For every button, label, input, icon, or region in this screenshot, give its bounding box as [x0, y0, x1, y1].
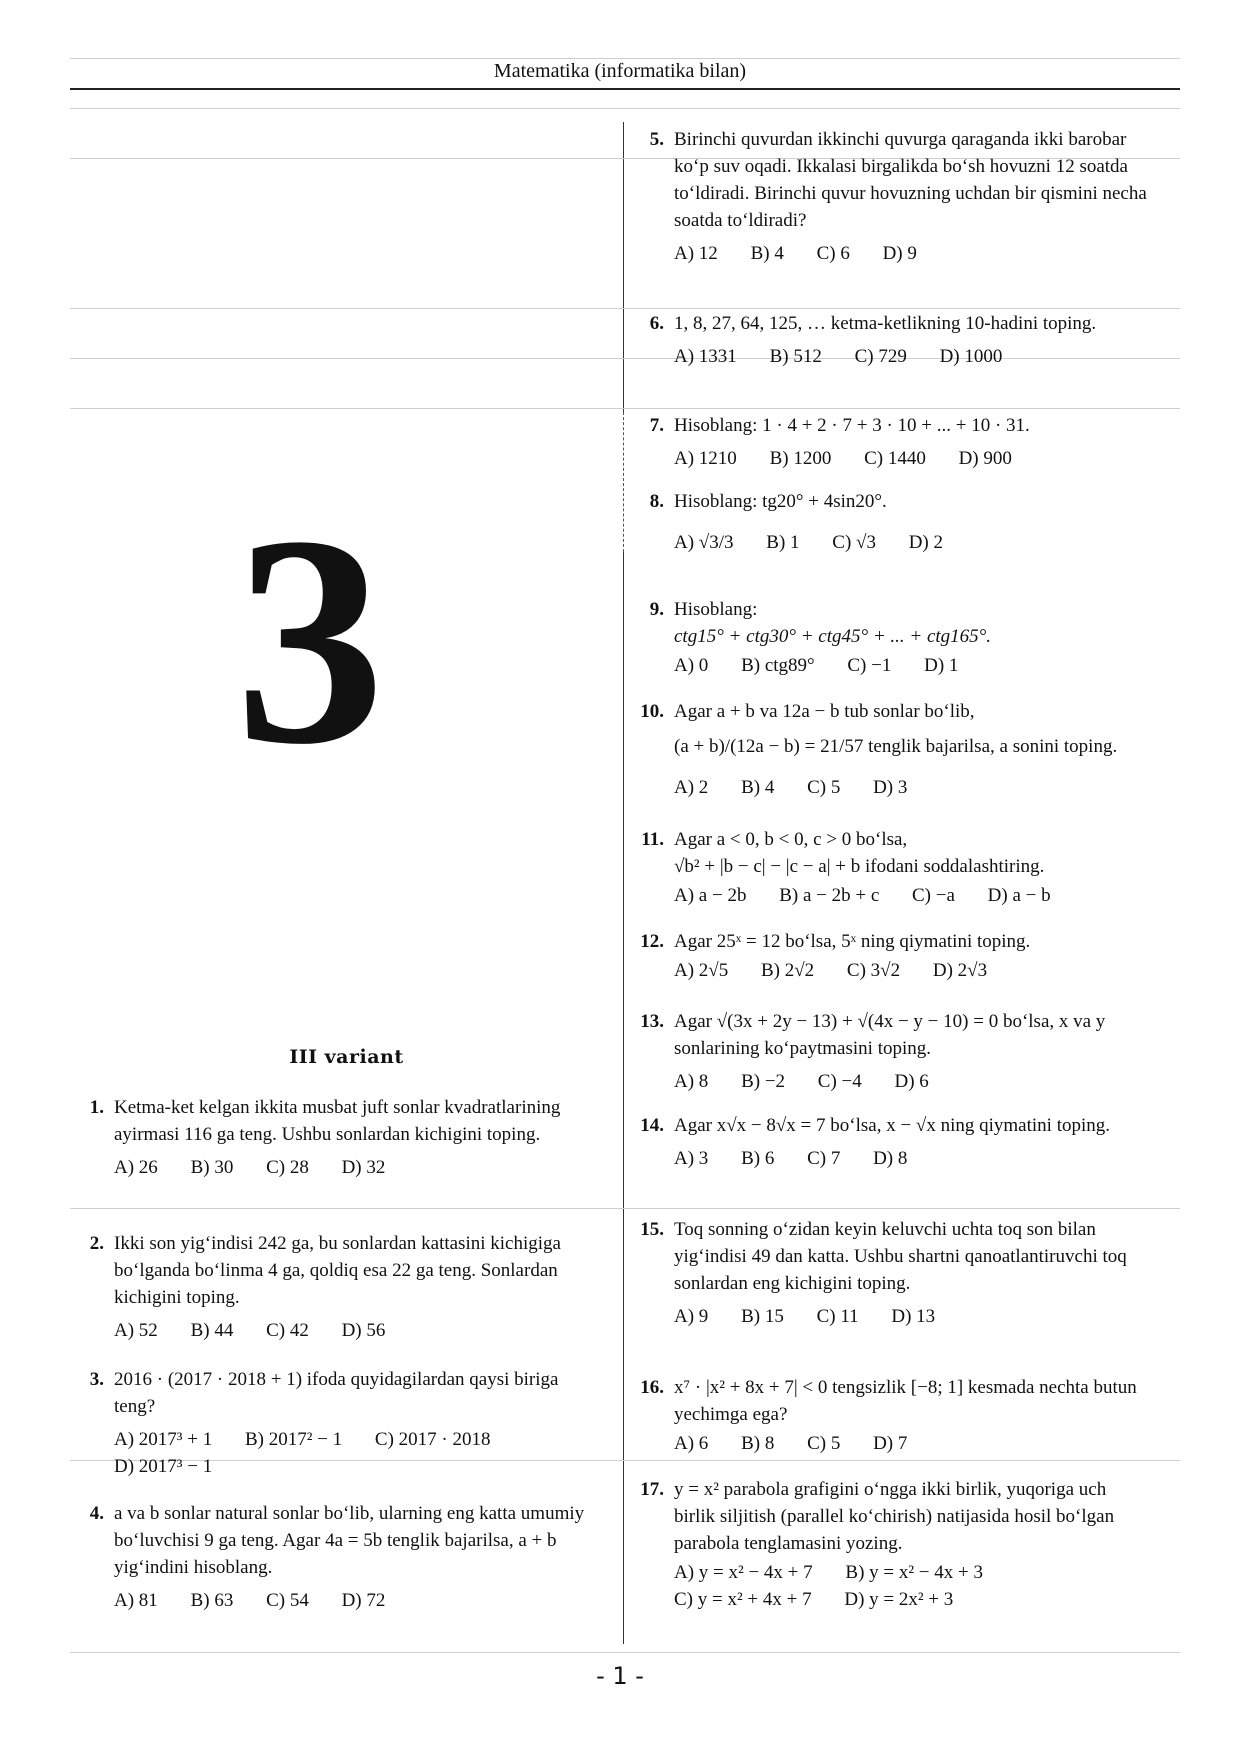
question-11 [630, 826, 1150, 909]
answer-options [674, 1559, 1150, 1613]
question-text: x⁷ · |x² + 8x + 7| < 0 tengsizlik [−8; 1] kesmada nechta butun yechimga ega? [674, 1377, 1137, 1425]
question-text: Agar √(3x + 2y − 13) + √(4x − y − 10) = 0 bo‘lsa, x va y sonlarining ko‘paytmasini toping. [674, 1011, 1106, 1059]
option-d[interactable]: D) 32 [341, 1157, 386, 1178]
answer-options [674, 445, 1150, 472]
option-d[interactable]: D) 2√3 [932, 960, 988, 981]
question-5 [630, 126, 1150, 267]
page-number: - 1 - [596, 1662, 644, 1690]
option-a[interactable]: A) 1210 [674, 448, 737, 469]
option-b[interactable]: B) 1 [766, 532, 800, 553]
option-c[interactable]: C) −4 [817, 1071, 862, 1092]
option-a[interactable]: A) 2 [674, 777, 709, 798]
question-expression: (a + b)/(12a − b) = 21/57 tenglik bajarilsa, a sonini toping. [674, 736, 1118, 757]
answer-options [674, 1145, 1150, 1172]
big-variant-number: 3 [235, 474, 385, 806]
footer-rule [70, 1652, 1180, 1653]
option-a[interactable]: A) 8 [674, 1071, 709, 1092]
option-a[interactable]: A) 3 [674, 1148, 709, 1169]
question-number: 9. [649, 599, 664, 620]
question-text: Birinchi quvurdan ikkinchi quvurga qaraganda ikki barobar ko‘p suv oqadi. Ikkalasi birgalikda bo‘sh hovuzni 12 soatda to‘ldiradi. Birinchi quvur hovuzning uchdan bir qismini necha soatda to‘ldiradi? [674, 129, 1147, 231]
question-number: 17. [640, 1479, 664, 1500]
option-d[interactable]: D) 2017³ − 1 [114, 1456, 213, 1477]
answer-options [674, 1068, 1150, 1095]
option-a[interactable]: A) a − 2b [674, 885, 747, 906]
option-d[interactable]: D) 2 [908, 532, 944, 553]
question-text: Agar a < 0, b < 0, c > 0 bo‘lsa, [674, 829, 908, 850]
question-1 [70, 1094, 590, 1181]
option-a[interactable]: A) 26 [114, 1157, 158, 1178]
question-number: 7. [649, 415, 664, 436]
option-a[interactable]: A) 81 [114, 1590, 158, 1611]
option-b[interactable]: B) 1200 [769, 448, 832, 469]
question-number: 10. [640, 701, 664, 722]
option-d[interactable]: D) a − b [987, 885, 1051, 906]
option-d[interactable]: D) 8 [873, 1148, 908, 1169]
option-d[interactable]: D) y = 2x² + 3 [844, 1589, 954, 1610]
question-text: a va b sonlar natural sonlar bo‘lib, ularning eng katta umumiy bo‘luvchisi 9 ga teng. Agar 4a = 5b tenglik bajarilsa, a + b yig‘indini hisoblang. [114, 1503, 585, 1578]
question-3 [70, 1366, 590, 1480]
question-4 [70, 1500, 590, 1614]
header-title: Matematika (informatika bilan) [493, 60, 747, 82]
option-a[interactable]: A) 6 [674, 1433, 709, 1454]
question-number: 2. [89, 1233, 104, 1254]
option-b[interactable]: B) −2 [741, 1071, 786, 1092]
answer-options [674, 1303, 1150, 1330]
header-top-rule [70, 58, 1180, 59]
question-number: 1. [89, 1097, 104, 1118]
header-bottom-rule [70, 88, 1180, 90]
variant-label: III variant [289, 1046, 404, 1068]
option-d[interactable]: D) 56 [341, 1320, 386, 1341]
question-13 [630, 1008, 1150, 1095]
question-7 [630, 412, 1150, 472]
question-text: Toq sonning o‘zidan keyin keluvchi uchta toq son bilan yig‘indisi 49 dan katta. Ushbu shartni qanoatlantiruvchi toq sonlardan eng kichigini toping. [674, 1219, 1127, 1294]
answer-options [674, 774, 1150, 801]
question-text: y = x² parabola grafigini o‘ngga ikki birlik, yuqoriga uch birlik siljitish (parallel ko‘chirish) natijasida hosil bo‘lgan parabola tenglamasini yozing. [674, 1479, 1115, 1554]
question-15 [630, 1216, 1150, 1330]
answer-options [114, 1154, 590, 1181]
option-c[interactable]: C) −a [912, 885, 955, 906]
question-16 [630, 1374, 1150, 1457]
option-b[interactable]: B) a − 2b + c [779, 885, 880, 906]
option-d[interactable]: D) 9 [882, 243, 917, 264]
option-a[interactable]: A) 2017³ + 1 [114, 1429, 213, 1450]
question-text: Ketma-ket kelgan ikkita musbat juft sonlar kvadratlarining ayirmasi 116 ga teng. Ushbu sonlardan kichigini toping. [114, 1097, 561, 1145]
row-rule [70, 308, 1180, 309]
question-number: 8. [649, 491, 664, 512]
question-expression: √b² + |b − c| − |c − a| + b ifodani soddalashtiring. [674, 856, 1045, 877]
option-b[interactable]: B) ctg89° [741, 655, 815, 676]
option-b[interactable]: B) 4 [750, 243, 784, 264]
answer-options [114, 1426, 590, 1480]
answer-options [114, 1587, 590, 1614]
option-b[interactable]: B) 2017² − 1 [244, 1429, 343, 1450]
question-17 [630, 1476, 1150, 1613]
answer-options [674, 343, 1150, 370]
option-d[interactable]: D) 13 [891, 1306, 936, 1327]
question-expression: ctg15° + ctg30° + ctg45° + ... + ctg165°. [674, 626, 992, 647]
question-number: 4. [89, 1503, 104, 1524]
option-d[interactable]: D) 3 [873, 777, 908, 798]
option-d[interactable]: D) 72 [341, 1590, 386, 1611]
option-c[interactable]: C) 729 [854, 346, 907, 367]
question-number: 5. [649, 129, 664, 150]
question-9 [630, 596, 1150, 679]
option-c[interactable]: C) 3√2 [846, 960, 901, 981]
column-divider-dashed [623, 412, 624, 552]
question-number: 6. [649, 313, 664, 334]
option-a[interactable]: A) 52 [114, 1320, 158, 1341]
option-a[interactable]: A) √3/3 [674, 532, 734, 553]
question-number: 15. [640, 1219, 664, 1240]
option-d[interactable]: D) 1 [924, 655, 959, 676]
option-c[interactable]: C) 11 [816, 1306, 859, 1327]
option-b[interactable]: B) 15 [741, 1306, 784, 1327]
option-a[interactable]: A) y = x² − 4x + 7 [674, 1562, 813, 1583]
question-6 [630, 310, 1150, 370]
option-c[interactable]: C) y = x² + 4x + 7 [674, 1589, 812, 1610]
answer-options [114, 1317, 590, 1344]
option-a[interactable]: A) 9 [674, 1306, 709, 1327]
question-text: Agar x√x − 8√x = 7 bo‘lsa, x − √x ning qiymatini toping. [674, 1115, 1111, 1136]
answer-options [674, 652, 1150, 679]
option-c[interactable]: C) 7 [807, 1148, 841, 1169]
question-text: Agar a + b va 12a − b tub sonlar bo‘lib, [674, 701, 975, 722]
option-a[interactable]: A) 2√5 [674, 960, 729, 981]
option-b[interactable]: B) 512 [769, 346, 822, 367]
answer-options [674, 882, 1150, 909]
question-number: 12. [640, 931, 664, 952]
option-b[interactable]: B) 30 [190, 1157, 234, 1178]
option-d[interactable]: D) 900 [958, 448, 1012, 469]
option-c[interactable]: C) 6 [816, 243, 850, 264]
question-number: 3. [89, 1369, 104, 1390]
column-divider [623, 122, 624, 412]
answer-options [674, 957, 1150, 984]
option-c[interactable]: C) 1440 [864, 448, 926, 469]
question-text: Agar 25ˣ = 12 bo‘lsa, 5ˣ ning qiymatini toping. [674, 931, 1031, 952]
column-divider [623, 552, 624, 1644]
question-text: 1, 8, 27, 64, 125, … ketma-ketlikning 10-hadini toping. [674, 313, 1097, 334]
question-14 [630, 1112, 1150, 1172]
question-text: Hisoblang: tg20° + 4sin20°. [674, 491, 887, 512]
row-rule [70, 408, 1180, 409]
answer-options [674, 1430, 1150, 1457]
option-c[interactable]: C) 28 [266, 1157, 309, 1178]
option-c[interactable]: C) √3 [832, 532, 876, 553]
option-a[interactable]: A) 0 [674, 655, 709, 676]
question-text: 2016 · (2017 · 2018 + 1) ifoda quyidagilardan qaysi biriga teng? [114, 1369, 559, 1417]
answer-options [674, 529, 1150, 556]
question-2 [70, 1230, 590, 1344]
option-a[interactable]: A) 1331 [674, 346, 737, 367]
option-c[interactable]: C) 42 [266, 1320, 309, 1341]
option-b[interactable]: B) 2√2 [760, 960, 815, 981]
question-number: 16. [640, 1377, 664, 1398]
option-d[interactable]: D) 6 [894, 1071, 929, 1092]
option-a[interactable]: A) 12 [674, 243, 718, 264]
option-c[interactable]: C) 54 [266, 1590, 309, 1611]
option-b[interactable]: B) 4 [741, 777, 775, 798]
answer-options [674, 240, 1150, 267]
question-text: Hisoblang: [674, 599, 758, 620]
option-b[interactable]: B) y = x² − 4x + 3 [845, 1562, 983, 1583]
row-rule [70, 1208, 1180, 1209]
option-b[interactable]: B) 8 [741, 1433, 775, 1454]
question-number: 14. [640, 1115, 664, 1136]
option-c[interactable]: C) 5 [807, 777, 841, 798]
option-b[interactable]: B) 63 [190, 1590, 234, 1611]
option-b[interactable]: B) 6 [741, 1148, 775, 1169]
option-b[interactable]: B) 44 [190, 1320, 234, 1341]
separator [70, 108, 1180, 109]
option-c-d-line [674, 1586, 1122, 1613]
question-number: 11. [641, 829, 664, 850]
option-c[interactable]: C) −1 [847, 655, 892, 676]
option-c[interactable]: C) 2017 · 2018 [374, 1429, 491, 1450]
option-d[interactable]: D) 7 [873, 1433, 908, 1454]
question-text: Hisoblang: 1 · 4 + 2 · 7 + 3 · 10 + ... + 10 · 31. [674, 415, 1030, 436]
question-12 [630, 928, 1150, 984]
question-8 [630, 488, 1150, 556]
question-text: Ikki son yig‘indisi 242 ga, bu sonlardan kattasini kichigiga bo‘lganda bo‘linma 4 ga, qoldiq esa 22 ga teng. Sonlardan kichigini toping. [114, 1233, 561, 1308]
option-d[interactable]: D) 1000 [939, 346, 1003, 367]
question-10 [630, 698, 1150, 801]
question-number: 13. [640, 1011, 664, 1032]
option-c[interactable]: C) 5 [807, 1433, 841, 1454]
